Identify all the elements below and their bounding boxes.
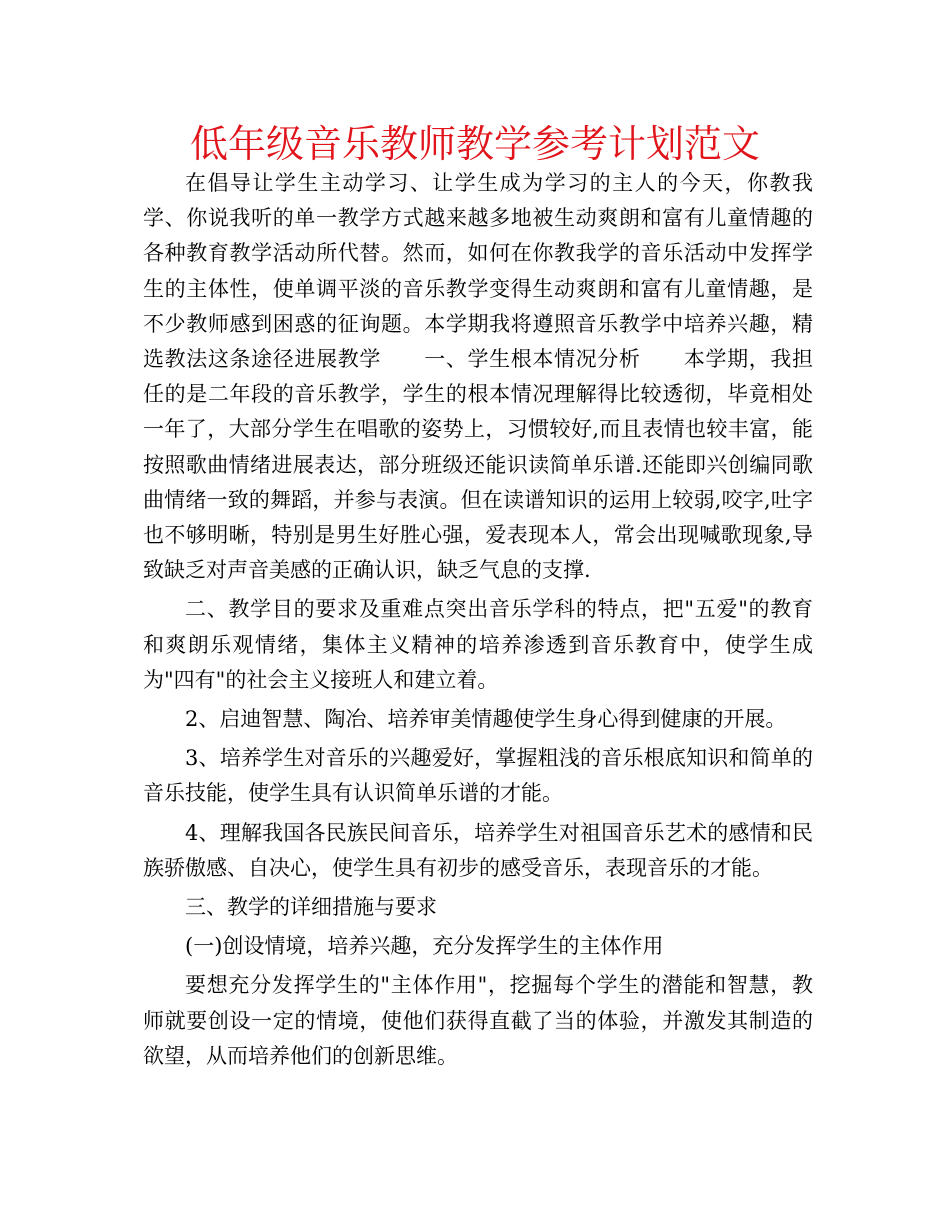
paragraph-goal-4: 4、理解我国各民族民间音乐，培养学生对祖国音乐艺术的感情和民族骄傲感、自决心，使学生具有初步的感受音乐，表现音乐的才能。 — [143, 820, 813, 880]
paragraph-goals: 二、教学目的要求及重难点突出音乐学科的特点，把"五爱"的教育和爽朗乐观情绪，集体主义精神的培养渗透到音乐教育中，使学生成为"四有"的社会主义接班人和建立着。 — [143, 597, 813, 692]
document-title: 低年级音乐教师教学参考计划范文 — [189, 122, 760, 166]
section-heading-measures: 三、教学的详细措施与要求 — [185, 895, 437, 920]
subsection-heading-1: (一)创设情境，培养兴趣，充分发挥学生的主体作用 — [185, 934, 664, 959]
paragraph-goal-2: 2、启迪智慧、陶冶、培养审美情趣使学生身心得到健康的开展。 — [185, 707, 787, 732]
paragraph-goal-3: 3、培养学生对音乐的兴趣爱好，掌握粗浅的音乐根底知识和简单的音乐技能，使学生具有认识简单乐谱的才能。 — [143, 746, 813, 806]
paragraph-measures: 要想充分发挥学生的"主体作用"，挖掘每个学生的潜能和智慧，教师就要创设一定的情境，使他们获得直截了当的体验，并激发其制造的欲望，从而培养他们的创新思维。 — [143, 973, 813, 1068]
document-body — [143, 166, 813, 1074]
paragraph-intro: 在倡导让学生主动学习、让学生成为学习的主人的今天，你教我学、你说我听的单一教学方式越来越多地被生动爽朗和富有儿童情趣的各种教育教学活动所代替。然而，如何在你教我学的音乐活动中发挥学生的主体性，使单调平淡的音乐教学变得生动爽朗和富有儿童情趣，是不少教师感到困惑的征询题。本学期我将遵照音乐教学中培养兴趣，精选教法这条途径进展教学 一、学生根本情况分析 本学期，我担任的是二年段的音乐教学，学生的根本情况理解得比较透彻，毕竟相处一年了，大部分学生在唱歌的姿势上，习惯较好,而且表情也较丰富，能按照歌曲情绪进展表达，部分班级还能识读简单乐谱.还能即兴创编同歌曲情绪一致的舞蹈，并参与表演。但在读谱知识的运用上较弱,咬字,吐字也不够明晰，特别是男生好胜心强，爱表现本人，常会出现喊歌现象,导致缺乏对声音美感的正确认识，缺乏气息的支撑. — [143, 171, 813, 583]
